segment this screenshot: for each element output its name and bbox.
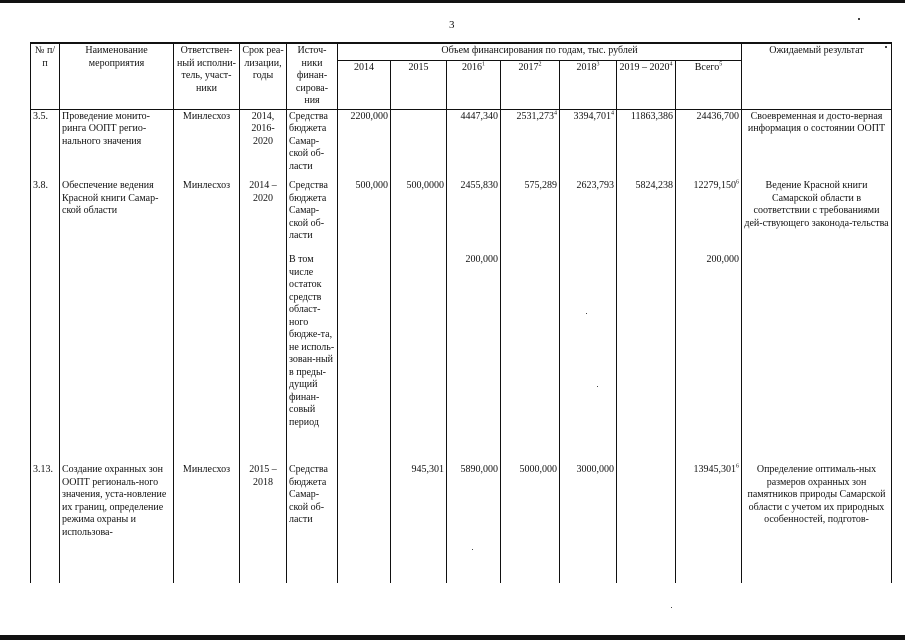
row-term: 2014 – 2020 xyxy=(240,179,287,253)
header-funding-group: Объем финансирования по годам, тыс. рублей xyxy=(338,43,742,60)
row-source: Средства бюджета Самар-ской об-ласти xyxy=(287,179,338,253)
row-value: 500,0000 xyxy=(391,179,447,253)
row-value: 2531,273$^4$ xyxy=(501,109,560,179)
header-year: 2014 xyxy=(338,60,391,109)
row-value xyxy=(617,253,676,463)
page-number: 3 xyxy=(449,19,455,31)
row-value: 5000,000 xyxy=(501,463,560,583)
row-num: 3.5. xyxy=(31,109,60,179)
row-result: Ведение Красной книги Самарской области в соответствии с требованиями дей-ствующего законода-тельства xyxy=(742,179,892,463)
scan-border-bottom xyxy=(0,635,905,640)
header-year: 2017$^2$ xyxy=(501,60,560,109)
table-row xyxy=(31,179,892,253)
row-value: 4447,340 xyxy=(447,109,501,179)
row-value: 5890,000 xyxy=(447,463,501,583)
row-value: 11863,386 xyxy=(617,109,676,179)
header-source: Источ-ники финан-сирова-ния xyxy=(287,43,338,109)
row-source: В том числе остаток средств област-ного бюдже-та, не исполь-зован-ный в преды-дущий финан-совый период xyxy=(287,253,338,463)
row-value xyxy=(501,253,560,463)
row-value: 3000,000 xyxy=(560,463,617,583)
row-value: 2455,830 xyxy=(447,179,501,253)
header-term: Срок реа-лизации, годы xyxy=(240,43,287,109)
row-value xyxy=(617,463,676,583)
row-value xyxy=(560,253,617,463)
row-result: Определение оптималь-ных размеров охранных зон памятников природы Самарской области с учетом их природных особенностей, подготов- xyxy=(742,463,892,583)
table-row xyxy=(31,109,892,179)
row-responsible: Минлесхоз xyxy=(174,179,240,253)
header-num: № п/п xyxy=(31,43,60,109)
header-year: 2016$^1$ xyxy=(447,60,501,109)
row-value xyxy=(338,463,391,583)
header-name: Наименование мероприятия xyxy=(60,43,174,109)
row-name: Создание охранных зон ООПТ региональ-ного значения, уста-новление их границ, определение режима охраны и использова- xyxy=(60,463,174,583)
funding-table xyxy=(30,42,892,583)
row-total: 13945,301$^6$ xyxy=(676,463,742,583)
row-term xyxy=(240,253,287,463)
row-value xyxy=(391,109,447,179)
row-source: Средства бюджета Самар-ской об-ласти xyxy=(287,463,338,583)
row-total: 200,000 xyxy=(676,253,742,463)
row-num: 3.8. xyxy=(31,179,60,253)
table-row xyxy=(31,463,892,583)
row-num xyxy=(31,253,60,463)
row-num: 3.13. xyxy=(31,463,60,583)
row-value: 575,289 xyxy=(501,179,560,253)
scan-speck xyxy=(671,607,672,608)
header-year: 2015 xyxy=(391,60,447,109)
row-value: 945,301 xyxy=(391,463,447,583)
row-value: 2200,000 xyxy=(338,109,391,179)
header-result: Ожидаемый результат xyxy=(742,43,892,109)
row-responsible xyxy=(174,253,240,463)
header-responsible: Ответствен-ный исполни-тель, участ-ники xyxy=(174,43,240,109)
row-result: Своевременная и досто-верная информация о состоянии ООПТ xyxy=(742,109,892,179)
row-source: Средства бюджета Самар-ской об-ласти xyxy=(287,109,338,179)
row-name xyxy=(60,253,174,463)
row-value: 200,000 xyxy=(447,253,501,463)
scan-border-top xyxy=(0,0,905,3)
row-name: Проведение монито-ринга ООПТ регио-нального значения xyxy=(60,109,174,179)
row-term: 2015 – 2018 xyxy=(240,463,287,583)
row-value: 5824,238 xyxy=(617,179,676,253)
row-term: 2014, 2016- 2020 xyxy=(240,109,287,179)
row-value: 3394,701$^4$ xyxy=(560,109,617,179)
header-year: 2019 – 2020$^4$ xyxy=(617,60,676,109)
row-responsible: Минлесхоз xyxy=(174,109,240,179)
row-name: Обеспечение ведения Красной книги Самар-ской области xyxy=(60,179,174,253)
row-value xyxy=(338,253,391,463)
row-value xyxy=(391,253,447,463)
row-responsible: Минлесхоз xyxy=(174,463,240,583)
row-total: 24436,700 xyxy=(676,109,742,179)
row-value: 2623,793 xyxy=(560,179,617,253)
row-value: 500,000 xyxy=(338,179,391,253)
header-total: Всего$^5$ xyxy=(676,60,742,109)
row-total: 12279,150$^6$ xyxy=(676,179,742,253)
header-year: 2018$^3$ xyxy=(560,60,617,109)
scan-speck xyxy=(858,18,860,20)
